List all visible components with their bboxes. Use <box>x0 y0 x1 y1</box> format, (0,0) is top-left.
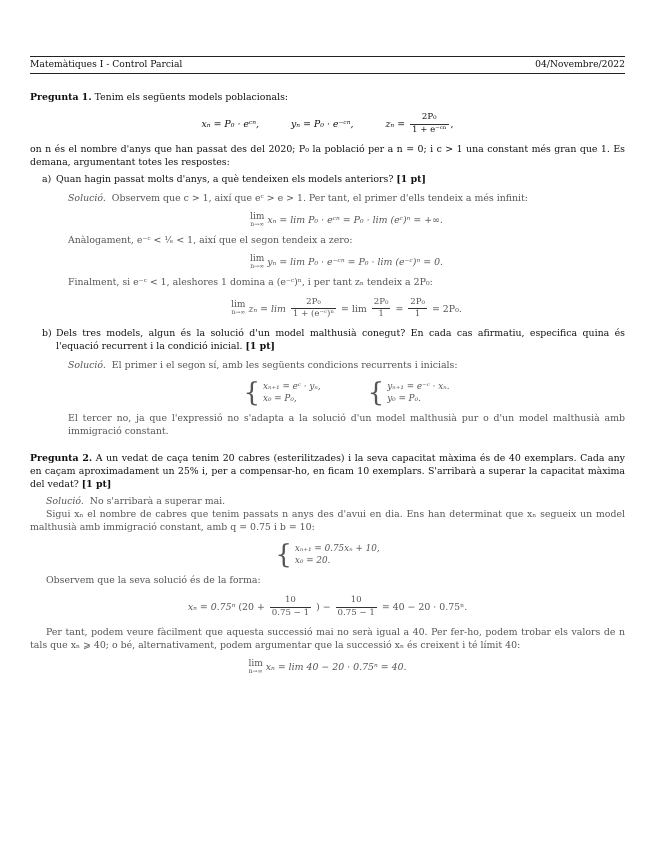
question-1-intro: Pregunta 1. Tenim els següents models poblacionals: <box>30 92 289 103</box>
question-2-title: Pregunta 2. <box>30 453 93 465</box>
question-1-title: Pregunta 1. <box>30 92 92 103</box>
models-equation: xₙ = P₀ · eᶜⁿ, yₙ = P₀ · e⁻ᶜⁿ, zₙ = $\frac{\text{2P₀}}{\text{1 + e⁻ᶜⁿ}}$ , <box>201 111 454 135</box>
question-1b: b) Dels tres models, algun és la solució d'un model malthusià conegut? En cada cas afirmatiu, especifica quina és l'equació recurrent i la condició inicial. [1 pt] Solució. El primer i el segon sí, amb les següents condicions recurrents i inicials: { xₙ₊₁ = eᶜ · yₙ, x₀ = P₀, { yₙ₊₁ = e⁻ᶜ · xₙ. y₀ = P₀. El tercer no, ja que l'expressió no s'adapta a la solució d'un model malthusià pur o d'un model malthusià amb immigració constant. <box>42 328 625 438</box>
limit-q2-equation: lim n→∞ xₙ = lim 40 − 20 · 0.75ⁿ = 40. <box>248 658 407 675</box>
header-bottom-rule <box>30 73 625 74</box>
page-header <box>30 56 625 74</box>
recurrence-system-q2: { xₙ₊₁ = 0.75xₙ + 10, x₀ = 20. <box>275 539 380 570</box>
limit-x-equation: lim n→∞ xₙ = lim P₀ · eᶜⁿ = P₀ · lim (eᶜ)ⁿ = +∞. <box>250 211 443 228</box>
question-1a: a) Quan hagin passat molts d'anys, a què tendeixen els models anteriors? [1 pt] Solució. Observem que c > 1, així que eᶜ > e > 1. Per tant, el primer d'ells tendeix a més infinit: lim n→∞ xₙ = lim P₀ · eᶜⁿ = P₀ · lim (eᶜ)ⁿ = +∞. Anàlogament, e⁻ᶜ < ¹⁄ₑ < 1, així que el segon tendeix a zero: lim n→∞ yₙ = lim P₀ · e⁻ᶜⁿ = P₀ · lim (e⁻ᶜ)ⁿ = 0. Finalment, si e⁻ᶜ < 1, aleshores 1 domina a (e⁻ᶜ)ⁿ, i per tant zₙ tendeix a 2P₀: lim n→∞ zₙ = lim $\frac{\text{2P₀}}{\text{1 + (e⁻ᶜ)ⁿ}}$ = lim $\frac{\text{2P₀}}{1}$ = $\frac{\text{2P₀}}{1}$ = 2P₀. <box>42 174 625 322</box>
question-2: Pregunta 2. A un vedat de caça tenim 20 cabres (esterilitzades) i la seva capacitat màxima és de 40 exemplars. Cada any en caçam aproximadament un 25% i, per a compensar-ho, en ficam 10 exemplars. S'arribarà a superar la capacitat màxima del vedat? [1 pt] <box>30 453 625 490</box>
solution-formula: xₙ = 0.75ⁿ (20 + $\frac{10}{0.75 - 1}$ ) − $\frac{10}{0.75 - 1}$ = 40 − 20 · 0.75ⁿ. <box>187 594 468 618</box>
course-title: Matemàtiques I - Control Parcial <box>30 59 183 70</box>
exam-date: 04/Novembre/2022 <box>535 59 625 70</box>
question-1-statement: on n és el nombre d'anys que han passat des del 2020; P₀ la població per a n = 0; i c > 1 una constant més gran que 1. Es demana, argumentant totes les respostes: <box>30 143 625 168</box>
recurrence-systems: { xₙ₊₁ = eᶜ · yₙ, x₀ = P₀, { yₙ₊₁ = e⁻ᶜ · xₙ. y₀ = P₀. <box>243 378 450 409</box>
question-2-solution: Solució. No s'arribarà a superar mai. Sigui xₙ el nombre de cabres que tenim passats n anys des d'avui en dia. Ens han determinat que xₙ segueix un model malthusià amb immigració constant, amb q = 0.75 i b = 10: { xₙ₊₁ = 0.75xₙ + 10, x₀ = 20. Observem que la seva solució és de la forma: xₙ = 0.75ⁿ (20 + $\frac{10}{0.75 - 1}$ ) − $\frac{10}{0.75 - 1}$ = 40 − 20 · 0.75ⁿ. Per tant, podem veure fàcilment que aquesta successió mai no serà igual a 40. Per fer-ho, podem trobar els valors de n tals que xₙ ⩾ 40; o bé, alternativament, podem argumentar que la successió xₙ és creixent i té límit 40: lim n→∞ xₙ = lim 40 − 20 · 0.75ⁿ = 40. <box>30 495 625 675</box>
exam-body <box>30 92 625 682</box>
solution-label: Solució. <box>68 192 106 204</box>
limit-z-equation: lim n→∞ zₙ = lim $\frac{\text{2P₀}}{\text{1 + (e⁻ᶜ)ⁿ}}$ = lim $\frac{\text{2P₀}}{1}$ = $\frac{\text{2P₀}}{1}$ = 2P₀. <box>231 296 462 320</box>
z-fraction: $\frac{\text{2P₀}}{\text{1 + e⁻ᶜⁿ}}$ <box>412 111 447 135</box>
limit-y-equation: lim n→∞ yₙ = lim P₀ · e⁻ᶜⁿ = P₀ · lim (e⁻ᶜ)ⁿ = 0. <box>249 253 444 270</box>
